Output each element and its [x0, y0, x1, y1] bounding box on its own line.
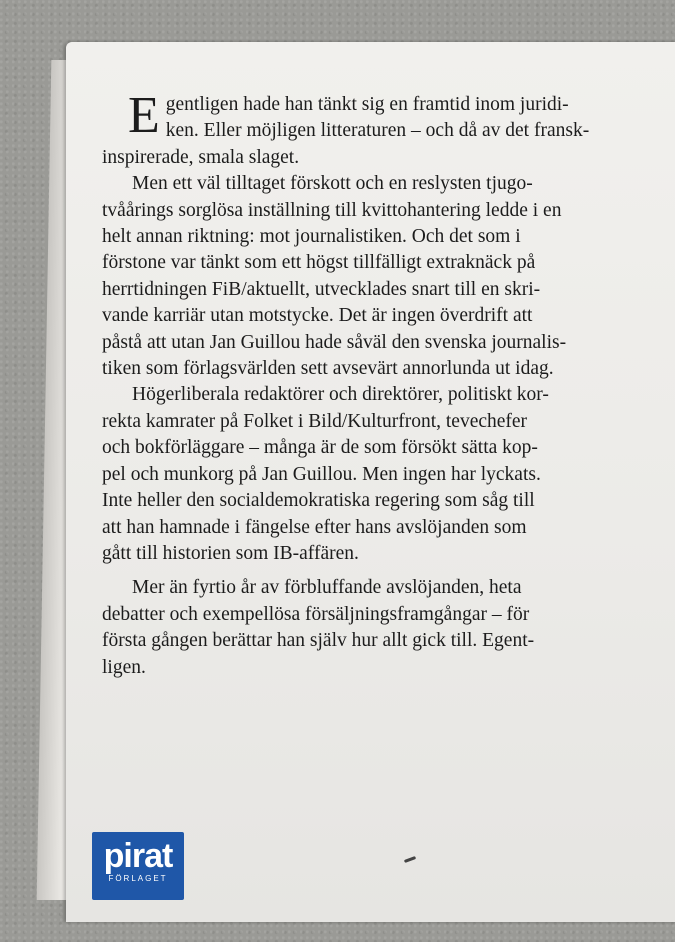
text-line: gentligen hade han tänkt sig en framtid inom juridi- — [165, 94, 569, 115]
text-line: rekta kamrater på Folket i Bild/Kulturfront, tevechefer — [102, 410, 528, 432]
text-line: och bokförläggare – många är de som försökt sätta kop- — [102, 437, 538, 459]
text-line: ligen. — [102, 656, 146, 678]
text-line: tiken som förlagsvärlden sett avsevärt annorlunda ut idag. — [102, 358, 554, 380]
text-line: Inte heller den socialdemokratiska regering som såg till — [102, 490, 535, 512]
text-line: Men ett väl tilltaget förskott och en reslysten tjugo- — [132, 173, 533, 195]
text-line: Mer än fyrtio år av förbluffande avslöjanden, heta — [132, 577, 522, 599]
text-line: förstone var tänkt som ett högst tillfälligt extraknäck på — [102, 252, 536, 274]
text-line: att han hamnade i fängelse efter hans avslöjanden som — [102, 516, 527, 538]
logo-subtitle: FÖRLAGET — [108, 874, 168, 883]
paragraph-1 — [102, 87, 658, 171]
drop-cap: E — [128, 87, 160, 144]
text-line: tvåårings sorglösa inställning till kvittohantering ledde i en — [102, 199, 562, 221]
publisher-logo — [92, 832, 184, 900]
text-line: gått till historien som IB-affären. — [102, 542, 359, 564]
text-line: helt annan riktning: mot journalistiken. Och det som i — [102, 226, 521, 248]
text-line: ken. Eller möjligen litteraturen – och då av det fransk- — [165, 120, 590, 142]
text-line: påstå att utan Jan Guillou hade såväl den svenska journalis- — [102, 331, 567, 353]
text-line: vande karriär utan motstycke. Det är ingen överdrift att — [102, 305, 533, 327]
text-line: herrtidningen FiB/aktuellt, utvecklades snart till en skri- — [102, 278, 541, 300]
text-line: inspirerade, smala slaget. — [102, 146, 300, 168]
paragraph-2 — [102, 171, 658, 382]
text-line: debatter och exempellösa försäljningsframgångar – för — [102, 603, 530, 625]
text-line: första gången berättar han själv hur allt gick till. Egent- — [102, 630, 535, 652]
paragraph-4 — [102, 575, 658, 681]
logo-word: pirat — [103, 837, 173, 875]
blurb-text — [102, 87, 658, 681]
text-line: Högerliberala redaktörer och direktörer, politiskt kor- — [132, 384, 549, 406]
text-line: pel och munkorg på Jan Guillou. Men ingen har lyckats. — [102, 463, 541, 485]
paragraph-3 — [102, 382, 658, 567]
